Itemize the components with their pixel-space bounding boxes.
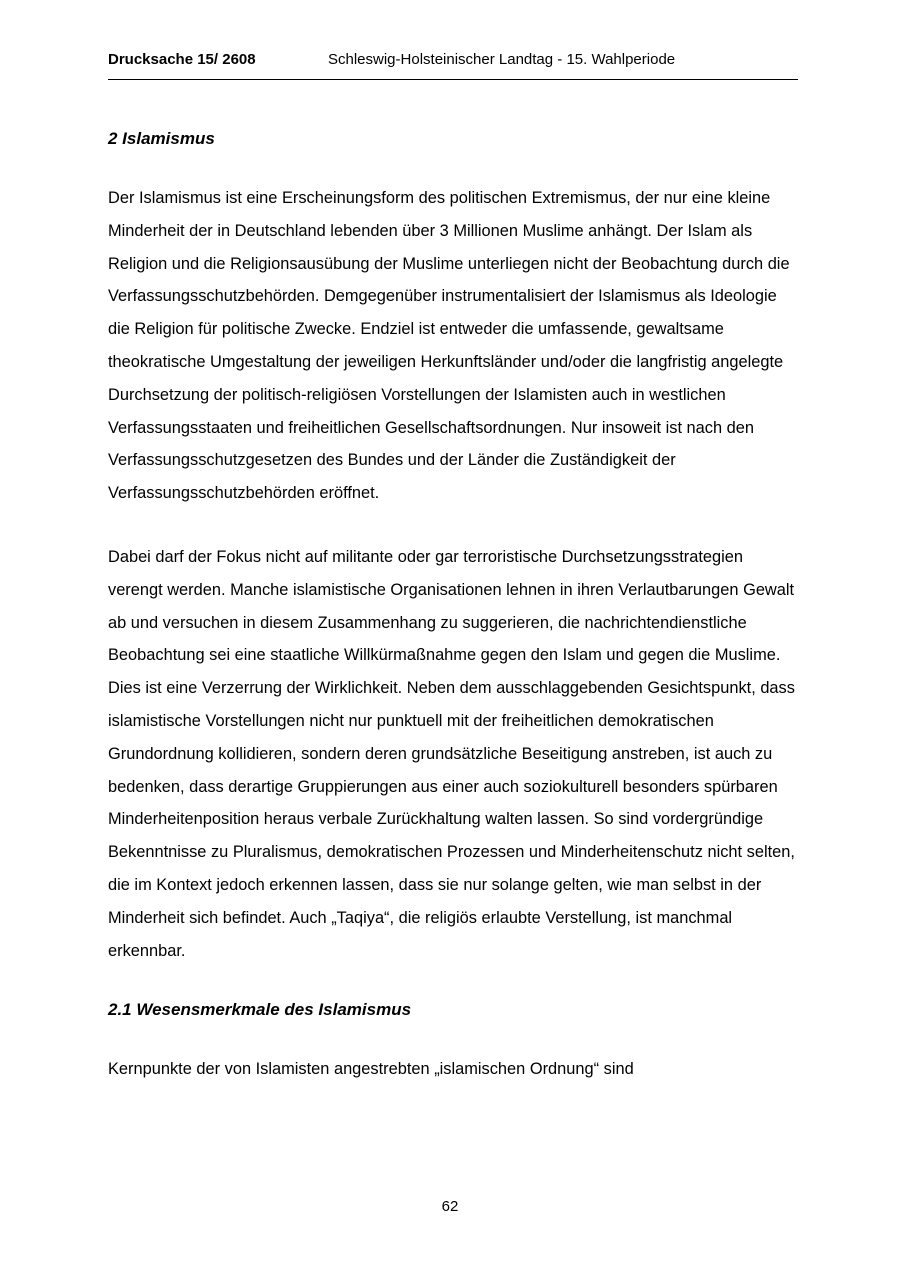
section-heading: 2 Islamismus	[108, 129, 215, 148]
page-number: 62	[441, 1198, 459, 1215]
body-paragraph: Dabei darf der Fokus nicht auf militante oder gar terroristische Durchsetzungsstrategien verengt werden. Manche islamistische Organisationen lehnen in ihren Verlautbarungen Gewalt ab und versuchen in diesem Zusammenhang zu suggerieren, die nachrichtendienstliche Beobachtung sei eine staatliche Willkürmaßnahme gegen den Islam und gegen die Muslime. Dies ist eine Verzerrung der Wirklichkeit. Neben dem ausschlaggebenden Gesichtspunkt, dass islamistische Vorstellungen nicht nur punktuell mit der freiheitlichen demokratischen Grundordnung kollidieren, sondern deren grundsätzliche Beseitigung anstreben, ist auch zu bedenken, dass derartige Gruppierungen aus einer auch soziokulturell besonders spürbaren Minderheitenposition heraus verbale Zurückhaltung walten lassen. So sind vordergründige Bekenntnisse zu Pluralismus, demokratischen Prozessen und Minderheitenschutz nicht selten, die im Kontext jedoch erkennen lassen, dass sie nur solange gelten, wie man selbst in der Minderheit sich befindet. Auch „Taqiya“, die religiös erlaubte Verstellung, ist manchmal erkennbar.	[108, 547, 795, 960]
subsection-heading: 2.1 Wesensmerkmale des Islamismus	[108, 1000, 412, 1020]
body-paragraph: Kernpunkte der von Islamisten angestrebten „islamischen Ordnung“ sind	[108, 1060, 634, 1079]
page-header	[108, 51, 798, 80]
document-number: Drucksache 15/ 2608	[108, 51, 256, 68]
institution-title: Schleswig-Holsteinischer Landtag - 15. Wahlperiode	[328, 51, 676, 68]
document-body	[108, 126, 798, 1086]
body-paragraph: Der Islamismus ist eine Erscheinungsform des politischen Extremismus, der nur eine kleine Minderheit der in Deutschland lebenden über 3 Millionen Muslime anhängt. Der Islam als Religion und die Religionsausübung der Muslime unterliegen nicht der Beobachtung durch die Verfassungsschutzbehörden. Demgegenüber instrumentalisiert der Islamismus als Ideologie die Religion für politische Zwecke. Endziel ist entweder die umfassende, gewaltsame theokratische Umgestaltung der jeweiligen Herkunftsländer und/oder die langfristig angelegte Durchsetzung der politisch-religiösen Vorstellungen der Islamisten auch in westlichen Verfassungsstaaten und freiheitlichen Gesellschaftsordnungen. Nur insoweit ist nach den Verfassungsschutzgesetzen des Bundes und der Länder die Zuständigkeit der Verfassungsschutzbehörden eröffnet.	[108, 189, 790, 503]
